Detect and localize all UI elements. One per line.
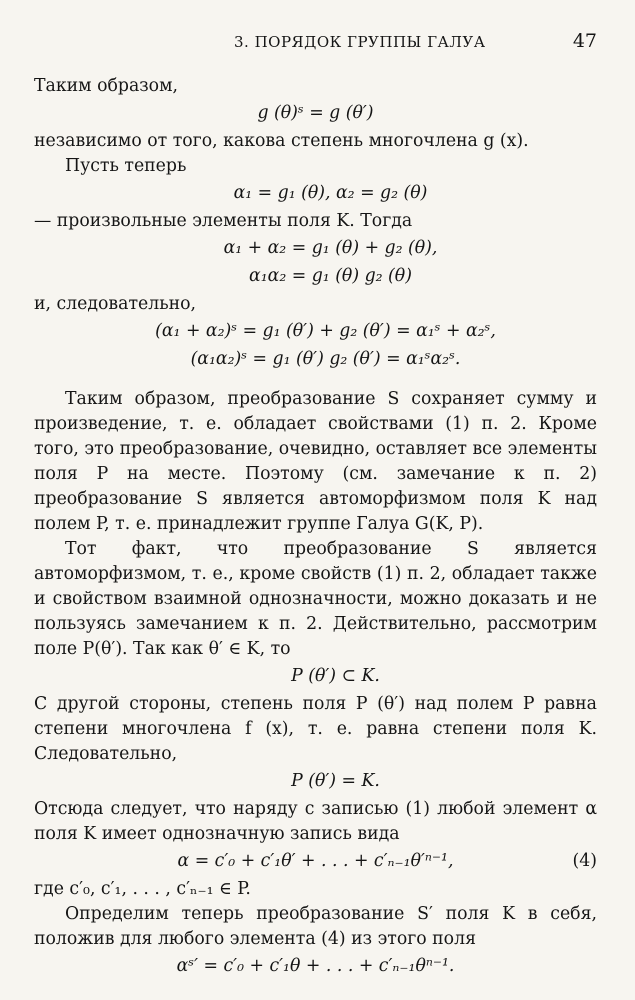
paragraph: Пусть теперь: [65, 156, 187, 176]
spacer: [34, 375, 597, 387]
paragraph: где c′₀, c′₁, . . . , c′ₙ₋₁ ∈ P.: [34, 879, 251, 899]
paragraph: — произвольные элементы поля K. Тогда: [34, 211, 413, 231]
formula-product-image: (α₁α₂)ˢ = g₁ (θ′) g₂ (θ′) = α₁ˢα₂ˢ.: [190, 349, 461, 369]
formula-s-prime: αˢ′ = c′₀ + c′₁θ + . . . + c′ₙ₋₁θⁿ⁻¹.: [176, 956, 455, 976]
paragraph: Тот факт, что преобразование S является автоморфизмом, т. е., кроме свойств (1) п. 2, обладает также и свойством взаимной однозначности, можно доказать и не пользуясь замечанием к п. 2. Действительно, рассмотрим поле P(θ′). Так как θ′ ∈ K, то: [34, 539, 597, 659]
paragraph: Таким образом,: [34, 76, 179, 96]
formula-4: [34, 849, 597, 874]
equation-number: (4): [572, 851, 597, 871]
page-header: [34, 30, 597, 56]
formula-alpha-definitions: α₁ = g₁ (θ), α₂ = g₂ (θ): [233, 183, 428, 203]
formula-sum-image: (α₁ + α₂)ˢ = g₁ (θ′) + g₂ (θ′) = α₁ˢ + α₂ˢ,: [155, 321, 496, 341]
formula-field-equality: P (θ′) = K.: [291, 771, 380, 791]
running-title: 3. ПОРЯДОК ГРУППЫ ГАЛУА: [234, 33, 486, 51]
formula-subfield: P (θ′) ⊂ K.: [291, 666, 380, 686]
paragraph: Отсюда следует, что наряду с записью (1) любой элемент α поля K имеет однозначную запись вида: [34, 799, 597, 844]
formula-sum: α₁ + α₂ = g₁ (θ) + g₂ (θ),: [223, 238, 438, 258]
page-body: [34, 74, 597, 982]
paragraph: и, следовательно,: [34, 294, 197, 314]
formula-g-theta: g (θ)ˢ = g (θ′): [257, 103, 374, 123]
paragraph: Таким образом, преобразование S сохраняет сумму и произведение, т. е. обладает свойствами (1) п. 2. Кроме того, это преобразование, очевидно, оставляет все элементы поля P на месте. Поэтому (см. замечание к п. 2) преобразование S является автоморфизмом поля K над полем P, т. е. принадлежит группе Галуа G(K, P).: [34, 389, 597, 534]
paragraph: Определим теперь преобразование S′ поля K в себя, положив для любого элемента (4) из этого поля: [34, 904, 597, 949]
paragraph: С другой стороны, степень поля P (θ′) над полем P равна степени многочлена f (x), т. е. равна степени поля K. Следовательно,: [34, 694, 597, 764]
page-number: 47: [572, 30, 597, 52]
formula-product: α₁α₂ = g₁ (θ) g₂ (θ): [249, 266, 412, 286]
formula-4-body: α = c′₀ + c′₁θ′ + . . . + c′ₙ₋₁θ′ⁿ⁻¹,: [177, 851, 454, 871]
paragraph: независимо от того, какова степень многочлена g (x).: [34, 131, 529, 151]
